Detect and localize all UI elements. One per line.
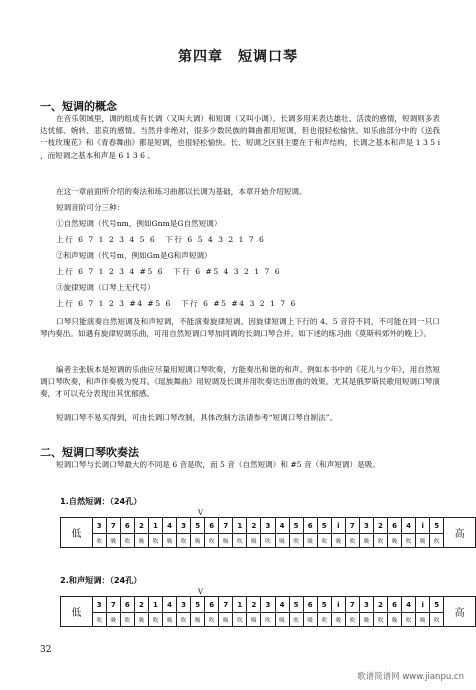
hole-action: 吹 xyxy=(148,613,162,627)
paragraph-playing: 短调口琴与长调口琴最大的不同是 6 音是吹，而 5 音（自然短调）和 #5 音（和声短调）是吸。 xyxy=(56,460,380,469)
hole-note: 5 xyxy=(430,597,444,613)
hole-note: 4 xyxy=(402,518,416,534)
hole-note: 1 xyxy=(233,597,247,613)
hole-note: 6 xyxy=(303,597,317,613)
hole-note: 2 xyxy=(373,597,387,613)
paragraph-melodic-minor: 口琴只能演奏自然短调及和声短调，不能演奏旋律短调。因旋律短调上下行的 4、5 音符不同，不可能在同一只口琴内奏出。如遇有旋律短调乐曲，可用自然短调口琴加同调的长调口琴合并。如下述的练习曲《莫斯科郊外的晚上》。 xyxy=(40,317,440,339)
hole-action: 吸 xyxy=(219,534,233,548)
hole-action: 吹 xyxy=(233,534,247,548)
hole-action: 吹 xyxy=(205,613,219,627)
hole-action: 吸 xyxy=(359,613,373,627)
hole-action: 吹 xyxy=(317,613,331,627)
hole-action: 吸 xyxy=(303,534,317,548)
hole-note: 5 xyxy=(191,597,205,613)
hole-action: 吹 xyxy=(402,534,416,548)
hole-note: 6 xyxy=(303,518,317,534)
hole-note: 6 xyxy=(205,597,219,613)
hole-note: 4 xyxy=(275,597,289,613)
watermark-text: 歌谱简谱网 www.jianpu.cn xyxy=(357,672,464,682)
hole-note: 6 xyxy=(388,597,402,613)
hole-action: 吹 xyxy=(373,534,387,548)
section-heading-concept: 一、短调的概念 xyxy=(40,100,117,113)
harmonic-minor-hole-table xyxy=(60,596,476,627)
hole-action: 吸 xyxy=(359,534,373,548)
paragraph-recommendation: 编者主张版本是短调的乐曲应尽量用短调口琴吹奏，方能奏出和谐的和声。例如本书中的《花儿与少年》，用自然短调口琴吹奏，和声伴奏极为悦耳。《瑶族舞曲》用短调及长调并用吹奏达出原曲的效果。尤其是俄罗斯民歌用短调口琴演奏，才可以充分表现出其忧郁感。 xyxy=(40,365,440,399)
section-heading-playing: 二、短调口琴吹奏法 xyxy=(40,446,139,459)
hole-note: 7 xyxy=(219,597,233,613)
hole-action: 吸 xyxy=(134,534,148,548)
high-end-label: 高 xyxy=(444,597,476,627)
hole-note: 4 xyxy=(402,597,416,613)
hole-note: 7 xyxy=(106,597,120,613)
hole-action: 吸 xyxy=(163,613,177,627)
hole-action: 吹 xyxy=(120,534,134,548)
hole-action: 吹 xyxy=(317,534,331,548)
hole-note: 2 xyxy=(247,597,261,613)
hole-note: 2 xyxy=(134,597,148,613)
natural-minor-label: ①自然短调（代号nm，例如Gnm是G自然短调） xyxy=(56,219,222,228)
hole-note: 5 xyxy=(289,518,303,534)
hole-action: 吸 xyxy=(134,613,148,627)
hole-note: 3 xyxy=(92,518,106,534)
hole-action: 吸 xyxy=(106,613,120,627)
hole-note: i xyxy=(331,597,345,613)
paragraph-self-made: 短调口琴不易买得到，可由长调口琴改制，具体改制方法请参考“短调口琴自制法”。 xyxy=(56,413,338,422)
hole-action: 吹 xyxy=(205,534,219,548)
chapter-title: 第四章 短调口琴 xyxy=(178,49,298,65)
hole-action: 吸 xyxy=(106,534,120,548)
hole-action: 吹 xyxy=(345,534,359,548)
hole-note: 3 xyxy=(177,518,191,534)
hole-note: 5 xyxy=(289,597,303,613)
hole-action: 吸 xyxy=(191,613,205,627)
hole-action: 吹 xyxy=(402,613,416,627)
hole-note: 7 xyxy=(106,518,120,534)
hole-note: 5 xyxy=(191,518,205,534)
hole-note: 6 xyxy=(205,518,219,534)
hole-note: 3 xyxy=(92,597,106,613)
hole-note: 1 xyxy=(233,518,247,534)
hole-note: 1 xyxy=(148,597,162,613)
hole-action: 吸 xyxy=(416,613,430,627)
hole-note: 7 xyxy=(219,518,233,534)
natural-minor-hole-table xyxy=(60,517,476,548)
hole-note: 7 xyxy=(345,597,359,613)
natural-minor-table-title: 1.自然短调：（24孔） xyxy=(60,496,142,506)
hole-action: 吹 xyxy=(92,613,106,627)
hole-note: 1 xyxy=(148,518,162,534)
hole-action: 吸 xyxy=(331,613,345,627)
hole-action: 吹 xyxy=(177,613,191,627)
low-end-label: 低 xyxy=(61,597,93,627)
hole-note: 4 xyxy=(163,518,177,534)
scale-types-text: 短调音阶可分三种： xyxy=(56,203,125,212)
hole-action: 吸 xyxy=(247,534,261,548)
hole-action: 吸 xyxy=(191,534,205,548)
hole-action: 吹 xyxy=(345,613,359,627)
hole-note: 3 xyxy=(359,597,373,613)
hole-marker: V xyxy=(198,588,204,596)
hole-action: 吸 xyxy=(219,613,233,627)
hole-action: 吹 xyxy=(233,613,247,627)
melodic-minor-scale: 上行 6 7 1 2 3 #4 #5 6 下行 6 #5 #4 3 2 1 7 6 xyxy=(56,299,297,308)
hole-note: 7 xyxy=(345,518,359,534)
hole-note: 2 xyxy=(247,518,261,534)
hole-action: 吹 xyxy=(261,534,275,548)
hole-action: 吸 xyxy=(247,613,261,627)
hole-action: 吸 xyxy=(275,534,289,548)
hole-action: 吸 xyxy=(416,534,430,548)
hole-note: 5 xyxy=(317,597,331,613)
hole-action: 吸 xyxy=(388,613,402,627)
melodic-minor-label: ③旋律短调（口琴上无代号） xyxy=(56,283,155,292)
hole-action: 吸 xyxy=(303,613,317,627)
hole-note: 3 xyxy=(177,597,191,613)
hole-note: 4 xyxy=(163,597,177,613)
harmonic-minor-scale: 上行 6 7 1 2 3 4 #5 6 下行 6 #5 4 3 2 1 7 6 xyxy=(56,267,282,276)
hole-action: 吸 xyxy=(331,534,345,548)
hole-note: 5 xyxy=(430,518,444,534)
hole-action: 吹 xyxy=(120,613,134,627)
high-end-label: 高 xyxy=(444,518,476,548)
hole-note: 6 xyxy=(120,597,134,613)
hole-note: 4 xyxy=(275,518,289,534)
hole-marker: V xyxy=(198,509,204,517)
hole-note: i xyxy=(416,518,430,534)
hole-action: 吹 xyxy=(177,534,191,548)
hole-action: 吹 xyxy=(92,534,106,548)
hole-note: 5 xyxy=(317,518,331,534)
harmonic-minor-table-title: 2.和声短调：（24孔） xyxy=(60,575,142,585)
hole-action: 吸 xyxy=(275,613,289,627)
hole-note: 3 xyxy=(359,518,373,534)
hole-action: 吹 xyxy=(430,613,444,627)
hole-note: i xyxy=(331,518,345,534)
hole-note: i xyxy=(416,597,430,613)
paragraph-intro: 在音乐领域里，调的组成有长调（又叫大调）和短调（又叫小调）。长调多用来表达雄壮、活泼的感情，短调则多表达忧郁、婉转、悲哀的感情。当然并非绝对，很多少数民族的舞曲都用短调，但也很轻松愉快。如乐曲部分中的《送我一枝玫瑰花》和《青春舞曲》都是短调，也很轻松愉快。长、短调之区别主要在于和声结构，长调之基本和声是 1 3 5 i ，而短调之基本和声是 6 1 3 6 。 xyxy=(40,114,440,160)
hole-action: 吹 xyxy=(148,534,162,548)
low-end-label: 低 xyxy=(61,518,93,548)
hole-action: 吸 xyxy=(163,534,177,548)
hole-action: 吹 xyxy=(373,613,387,627)
hole-note: 2 xyxy=(134,518,148,534)
hole-action: 吹 xyxy=(289,613,303,627)
page-number: 32 xyxy=(40,645,52,655)
hole-action: 吹 xyxy=(261,613,275,627)
hole-note: 6 xyxy=(388,518,402,534)
hole-action: 吹 xyxy=(289,534,303,548)
hole-note: 3 xyxy=(261,518,275,534)
hole-action: 吸 xyxy=(388,534,402,548)
paragraph-chapter-note: 在这一章前面所介绍的奏法和练习曲都以长调为基础，本章开始介绍短调。 xyxy=(56,187,307,196)
harmonic-minor-label: ②和声短调（代号m，例如Gm是G和声短调） xyxy=(56,251,212,260)
hole-note: 2 xyxy=(373,518,387,534)
hole-action: 吹 xyxy=(430,534,444,548)
hole-note: 3 xyxy=(261,597,275,613)
hole-note: 6 xyxy=(120,518,134,534)
natural-minor-scale: 上行 6 7 1 2 3 4 5 6 下行 6 5 4 3 2 1 7 6 xyxy=(56,235,266,244)
